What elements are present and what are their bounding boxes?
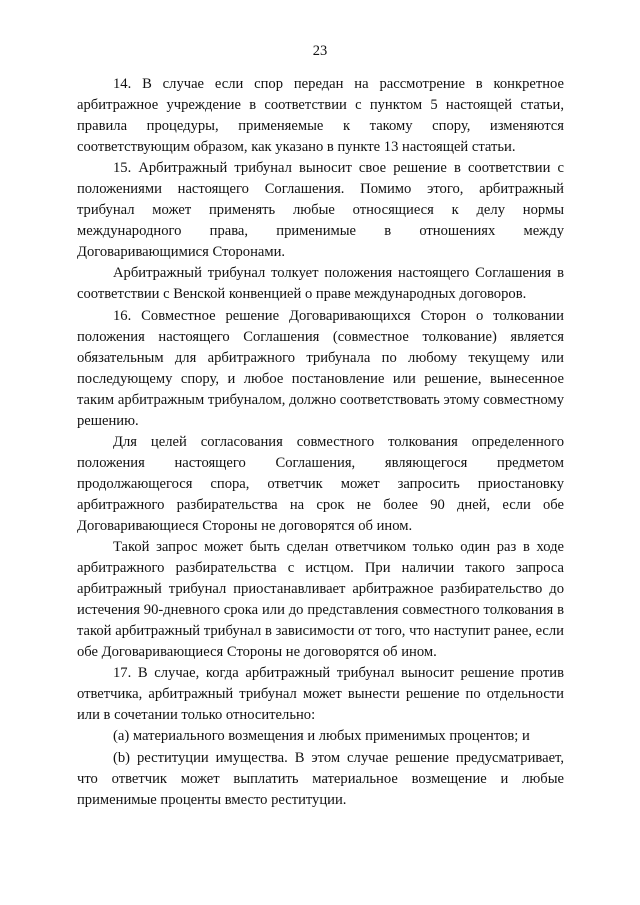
paragraph-16: 16. Совместное решение Договаривающихся Сторон о толковании положения настоящего Соглашения (совместное толкование) является обязательным для арбитражного трибунала по любому текущему или последующему спору, и любое постановление или решение, вынесенное таким арбитражным трибуналом, должно соответствовать этому совместному решению. (77, 307, 564, 429)
page-number: 23 (312, 43, 328, 59)
paragraph-15: 15. Арбитражный трибунал выносит свое решение в соответствии с положениями настоящего Соглашения. Помимо этого, арбитражный трибунал может применять любые относящиеся к делу нормы международного права, применимые в отношениях между Договаривающимися Сторонами. (77, 160, 564, 261)
paragraph-15-interpretation: Арбитражный трибунал толкует положения настоящего Соглашения в соответствии с Венской конвенцией о праве международных договоров. (77, 265, 564, 303)
paragraph-17: 17. В случае, когда арбитражный трибунал выносит решение против ответчика, арбитражный трибунал может вынести решение по отдельности или в сочетании только относительно: (77, 665, 564, 724)
document-body (77, 74, 564, 811)
paragraph-16-joint-interpretation: Для целей согласования совместного толкования определенного положения настоящего Соглашения, являющегося предметом продолжающегося спора, ответчик может запросить приостановку арбитражного разбирательства на срок не более 90 дней, если обе Договаривающиеся Стороны не договорятся об ином. (77, 433, 564, 534)
paragraph-16-suspension-request: Такой запрос может быть сделан ответчиком только один раз в ходе арбитражного разбирательства с истцом. При наличии такого запроса арбитражный трибунал приостанавливает арбитражное разбирательство до истечения 90-дневного срока или до представления совместного толкования в такой арбитражный трибунал в зависимости от того, что наступит ранее, если обе Договаривающиеся Стороны не договорятся об ином. (77, 539, 564, 661)
paragraph-14: 14. В случае если спор передан на рассмотрение в конкретное арбитражное учреждение в соответствии с пунктом 5 настоящей статьи, правила процедуры, применяемые к такому спору, изменяются соответствующим образом, как указано в пункте 13 настоящей статьи. (77, 76, 564, 156)
paragraph-17-item-a: (a) материального возмещения и любых применимых процентов; и (113, 728, 530, 745)
paragraph-17-item-b: (b) реституции имущества. В этом случае решение предусматривает, что ответчик может выплатить материальное возмещение и любые применимые проценты вместо реституции. (77, 749, 564, 808)
